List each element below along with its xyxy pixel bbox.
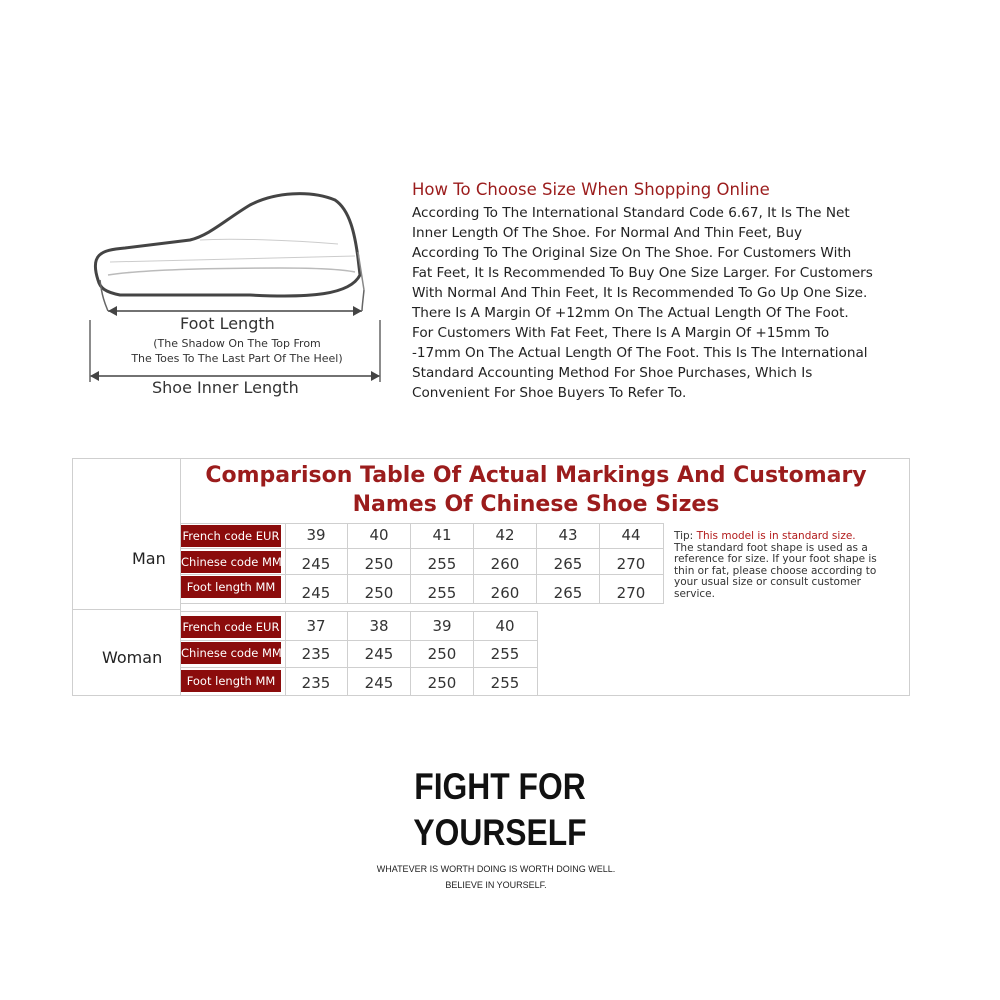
table-cell: 255 (490, 674, 520, 692)
table-cell: 250 (364, 555, 394, 573)
foot-length-note-line-2: The Toes To The Last Part Of The Heel) (131, 352, 343, 365)
table-cell: 40 (369, 526, 389, 544)
info-line: Standard Accounting Method For Shoe Purchases, Which Is (412, 365, 813, 381)
row-head-woman-foot: Foot length MM (181, 670, 281, 692)
grid-line (181, 548, 664, 549)
tip-prefix: Tip: (674, 530, 697, 542)
grid-line (181, 603, 664, 604)
info-line: Fat Feet, It Is Recommended To Buy One Size Larger. For Customers (412, 265, 873, 281)
size-table-title-line-2: Names Of Chinese Shoe Sizes (352, 492, 720, 517)
grid-line (181, 667, 538, 668)
group-label-man: Man (132, 549, 166, 568)
size-table-title-line-1: Comparison Table Of Actual Markings And Customary (205, 463, 867, 488)
grid-line (181, 611, 538, 612)
shoe-outline (95, 194, 360, 296)
size-table-title (182, 461, 890, 519)
motto-line-2: BELIEVE IN YOURSELF. (445, 880, 547, 890)
motto-line-1: WHATEVER IS WORTH DOING IS WORTH DOING WELL. (376, 864, 616, 874)
grid-line (537, 611, 538, 695)
row-head-man-chinese: Chinese code MM (181, 551, 281, 573)
info-line: With Normal And Thin Feet, It Is Recommended To Go Up One Size. (412, 285, 868, 301)
table-cell: 260 (490, 584, 520, 602)
table-cell: 235 (301, 674, 331, 692)
info-line: Inner Length Of The Shoe. For Normal And Thin Feet, Buy (412, 225, 803, 241)
table-cell: 255 (490, 645, 520, 663)
table-cell: 255 (427, 584, 457, 602)
table-cell: 245 (301, 555, 331, 573)
foot-length-label: Foot Length (180, 314, 275, 333)
table-cell: 265 (553, 555, 583, 573)
group-label-woman: Woman (102, 648, 163, 667)
shoe-inner-length-label: Shoe Inner Length (152, 378, 299, 397)
info-line: According To The International Standard Code 6.67, It Is The Net (412, 205, 850, 221)
info-line: -17mm On The Actual Length Of The Foot. This Is The International (412, 345, 868, 361)
table-cell: 44 (621, 526, 641, 544)
info-line: Convenient For Shoe Buyers To Refer To. (412, 385, 687, 401)
table-cell: 250 (364, 584, 394, 602)
table-cell: 270 (616, 555, 646, 573)
table-cell: 40 (495, 617, 515, 635)
table-cell: 37 (306, 617, 326, 635)
grid-line (181, 574, 664, 575)
foot-length-arrow (100, 280, 364, 316)
row-head-man-eur: French code EUR (181, 525, 281, 547)
table-cell: 245 (364, 645, 394, 663)
grid-line (663, 523, 664, 603)
slogan-line-1: FIGHT FOR (414, 766, 586, 807)
table-cell: 39 (432, 617, 452, 635)
row-head-man-foot: Foot length MM (181, 576, 281, 598)
table-cell: 260 (490, 555, 520, 573)
table-cell: 255 (427, 555, 457, 573)
table-cell: 235 (301, 645, 331, 663)
foot-length-note-line-1: (The Shadow On The Top From (153, 337, 321, 350)
table-cell: 38 (369, 617, 389, 635)
table-cell: 245 (364, 674, 394, 692)
info-line: For Customers With Fat Feet, There Is A Margin Of +15mm To (412, 325, 830, 341)
shoe-diagram (80, 180, 390, 410)
table-cell: 245 (301, 584, 331, 602)
table-cell: 265 (553, 584, 583, 602)
table-cell: 250 (427, 645, 457, 663)
table-cell: 39 (306, 526, 326, 544)
info-line: There Is A Margin Of +12mm On The Actual Length Of The Foot. (412, 305, 849, 321)
info-line: According To The Original Size On The Shoe. For Customers With (412, 245, 852, 261)
table-cell: 43 (558, 526, 578, 544)
tip-highlight: This model is in standard size. (696, 530, 856, 542)
grid-line (181, 523, 664, 524)
grid-line (181, 640, 538, 641)
size-tip (674, 531, 894, 600)
table-cell: 41 (432, 526, 452, 544)
row-head-woman-eur: French code EUR (181, 616, 281, 638)
grid-line (73, 609, 181, 610)
table-cell: 270 (616, 584, 646, 602)
table-cell: 42 (495, 526, 515, 544)
table-cell: 250 (427, 674, 457, 692)
slogan-line-2: YOURSELF (413, 812, 587, 853)
info-title: How To Choose Size When Shopping Online (412, 180, 770, 199)
row-head-woman-chinese: Chinese code MM (181, 642, 281, 664)
info-body (412, 203, 922, 403)
tip-body: The standard foot shape is used as a reference for size. If your foot shape is thin or fat, please choose according to your usual size or consult customer service. (674, 541, 877, 600)
foot-length-note (112, 336, 362, 366)
